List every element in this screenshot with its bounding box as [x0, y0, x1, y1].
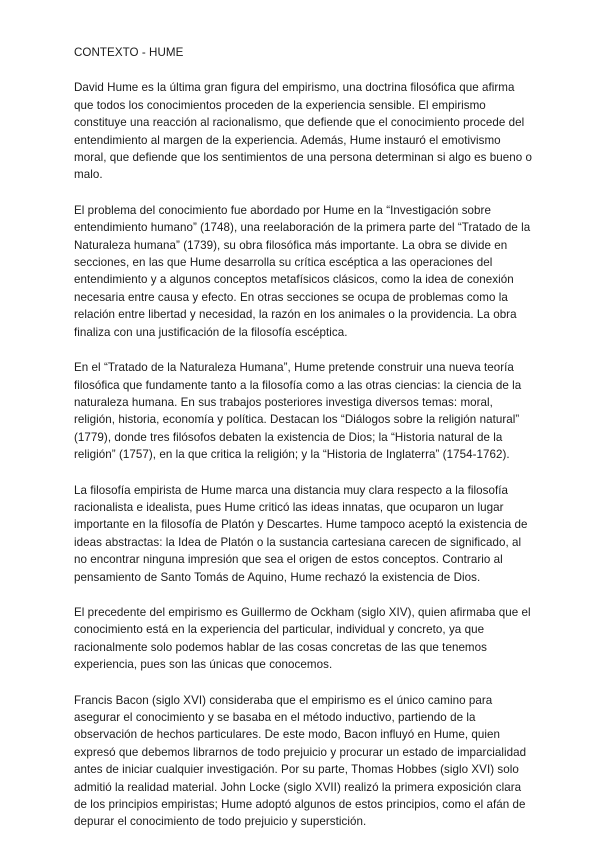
paragraph-knowledge-problem: El problema del conocimiento fue abordado por Hume en la “Investigación sobre entendimiento humano” (1748), una reelaboración de la primera parte del “Tratado de la Naturaleza humana” (1739), su obra filosófica más importante. La obra se divide en secciones, en las que Hume desarrolla su crítica escéptica a las operaciones del entendimiento y a algunos conceptos metafísicos clásicos, como la idea de conexión necesaria entre causa y efecto. En otras secciones se ocupa de problemas como la relación entre libertad y necesidad, la razón en los animales o la providencia. La obra finaliza con una justificación de la filosofía escéptica. — [74, 203, 531, 339]
paragraph-empiricist-philosophy: La filosofía empirista de Hume marca una distancia muy clara respecto a la filosofía racionalista e idealista, pues Hume criticó las ideas innatas, que ocuparon un lugar importante en la filosofía de Platón y Descartes. Hume tampoco aceptó la existencia de ideas abstractas: la Idea de Platón o la sustancia cartesiana carecen de significado, al no encontrar ninguna impresión que sea el origen de estos conceptos. Contrario al pensamiento de Santo Tomás de Aquino, Hume rechazó la existencia de Dios. — [74, 483, 528, 584]
document-title: CONTEXTO - HUME — [74, 46, 184, 59]
paragraph-ockham: El precedente del empirismo es Guillermo de Ockham (siglo XIV), quien afirmaba que el conocimiento está en la experiencia del particular, individual y concreto, ya que racionalmente solo podemos hablar de las cosas concretas de las que tenemos experiencia, pues son las únicas que conocemos. — [74, 605, 531, 672]
document-page — [74, 44, 536, 849]
paragraph-bacon-hobbes-locke: Francis Bacon (siglo XVI) consideraba que el empirismo es el único camino para asegurar el conocimiento y se basaba en el método inductivo, partiendo de la observación de hechos particulares. De este modo, Bacon influyó en Hume, quien expresó que debemos librarnos de todo prejuicio y procurar un estado de imparcialidad antes de iniciar cualquier investigación. Por su parte, Thomas Hobbes (siglo XVI) solo admitió la realidad material. John Locke (siglo XVII) realizó la primera exposición clara de los principios empiristas; Hume adoptó algunos de estos principios, como el afán de depurar el conocimiento de todo prejuicio y superstición. — [74, 693, 527, 829]
paragraph-treatise: En el “Tratado de la Naturaleza Humana”, Hume pretende construir una nueva teoría filosófica que fundamente tanto a la filosofía como a las otras ciencias: la ciencia de la naturaleza humana. En sus trabajos posteriores investiga diversos temas: moral, religión, historia, economía y política. Destacan los “Diálogos sobre la religión natural” (1779), donde tres filósofos debaten la existencia de Dios; la “Historia natural de la religión” (1757), en la que critica la religión; y la “Historia de Inglaterra” (1754-1762). — [74, 361, 522, 462]
paragraph-intro: David Hume es la última gran figura del empirismo, una doctrina filosófica que afirma que todos los conocimientos proceden de la experiencia sensible. El empirismo constituye una reacción al racionalismo, que defiende que el conocimiento procede del entendimiento al margen de la experiencia. Además, Hume instauró el emotivismo moral, que defiende que los sentimientos de una persona determinan si algo es bueno o malo. — [74, 81, 532, 182]
